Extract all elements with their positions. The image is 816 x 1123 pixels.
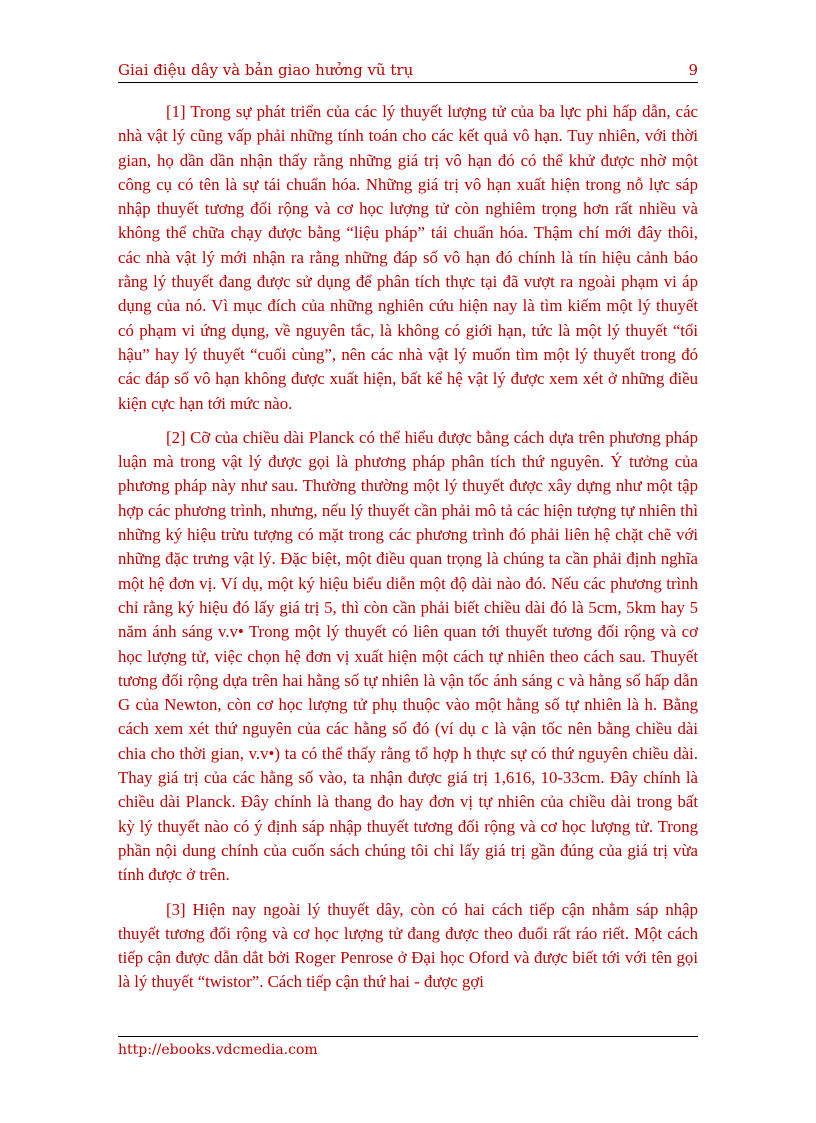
page-number: 9 xyxy=(688,61,698,79)
footer-rule xyxy=(118,1036,698,1037)
footnote-paragraph-2: [2] Cỡ của chiều dài Planck có thể hiểu được bằng cách dựa trên phương pháp luận mà trong vật lý được gọi là phương pháp phân tích thứ nguyên. Ý tưởng của phương pháp này như sau. Thường thường một lý thuyết được xây dựng như một tập hợp các phương trình, nhưng, nếu lý thuyết cần phải mô tả các hiện tượng tự nhiên thì những ký hiệu trừu tượng có mặt trong các phương trình đó phải liên hệ chặt chẽ với những đặc trưng vật lý. Đặc biệt, một điều quan trọng là chúng ta cần phải định nghĩa một hệ đơn vị. Ví dụ, một ký hiệu biểu diễn một độ dài nào đó. Nếu các phương trình chỉ rằng ký hiệu đó lấy giá trị 5, thì còn cần phải biết chiều dài đó là 5cm, 5km hay 5 năm ánh sáng v.v• Trong một lý thuyết có liên quan tới thuyết tương đối rộng và cơ học lượng tử, việc chọn hệ đơn vị xuất hiện một cách tự nhiên theo cách sau. Thuyết tương đối rộng dựa trên hai hằng số tự nhiên là vận tốc ánh sáng c và hằng số hấp dẫn G của Newton, còn cơ học lượng tử phụ thuộc vào một hằng số tự nhiên là h. Bằng cách xem xét thứ nguyên của các hằng số đó (ví dụ c là vận tốc nên bằng chiều dài chia cho thời gian, v.v•) ta có thể thấy rằng tổ hợp h thực sự có thứ nguyên chiều dài. Thay giá trị của các hằng số vào, ta nhận được giá trị 1,616, 10-33cm. Đây chính là chiều dài Planck. Đây chính là thang đo hay đơn vị tự nhiên của chiều dài trong bất kỳ lý thuyết nào có ý định sáp nhập thuyết tương đối rộng và cơ học lượng tử. Trong phần nội dung chính của cuốn sách chúng tôi chỉ lấy giá trị gần đúng của giá trị vừa tính được ở trên. xyxy=(118,427,698,885)
footnote-paragraph-3: [3] Hiện nay ngoài lý thuyết dây, còn có hai cách tiếp cận nhằm sáp nhập thuyết tương đối rộng và cơ học lượng tử đang được theo đuổi rất ráo riết. Một cách tiếp cận được dẫn dắt bởi Roger Penrose ở Đại học Oford và được biết tới với tên gọi là lý thuyết “twistor”. Cách tiếp cận thứ hai - được gợi xyxy=(118,899,698,992)
footer-url[interactable]: http://ebooks.vdcmedia.com xyxy=(118,1042,318,1058)
body-text xyxy=(118,100,698,1005)
page-header xyxy=(118,60,698,83)
running-title: Giai điệu dây và bản giao hưởng vũ trụ xyxy=(118,61,414,79)
footnote-paragraph-1: [1] Trong sự phát triển của các lý thuyết lượng tử của ba lực phi hấp dẫn, các nhà vật lý cũng vấp phải những tính toán cho các kết quả vô hạn. Tuy nhiên, với thời gian, họ dần dần nhận thấy rằng những giá trị vô hạn đó có thể khử được nhờ một công cụ có tên là sự tái chuẩn hóa. Những giá trị vô hạn xuất hiện trong nỗ lực sáp nhập thuyết tương đối rộng và cơ học lượng tử còn nghiêm trọng hơn rất nhiều và không thể chữa chạy được bằng “liệu pháp” tái chuẩn hóa. Thậm chí mới đây thôi, các nhà vật lý mới nhận ra rằng những đáp số vô hạn đó chính là tín hiệu cảnh báo rằng lý thuyết đang được sử dụng để phân tích thực tại đã vượt ra ngoài phạm vi áp dụng của nó. Vì mục đích của những nghiên cứu hiện nay là tìm kiếm một lý thuyết có phạm vi ứng dụng, về nguyên tắc, là không có giới hạn, tức là một lý thuyết “tối hậu” hay lý thuyết “cuối cùng”, nên các nhà vật lý muốn tìm một lý thuyết trong đó các đáp số vô hạn không được xuất hiện, bất kể hệ vật lý được xem xét ở những điều kiện cực hạn tới mức nào. xyxy=(118,102,698,413)
